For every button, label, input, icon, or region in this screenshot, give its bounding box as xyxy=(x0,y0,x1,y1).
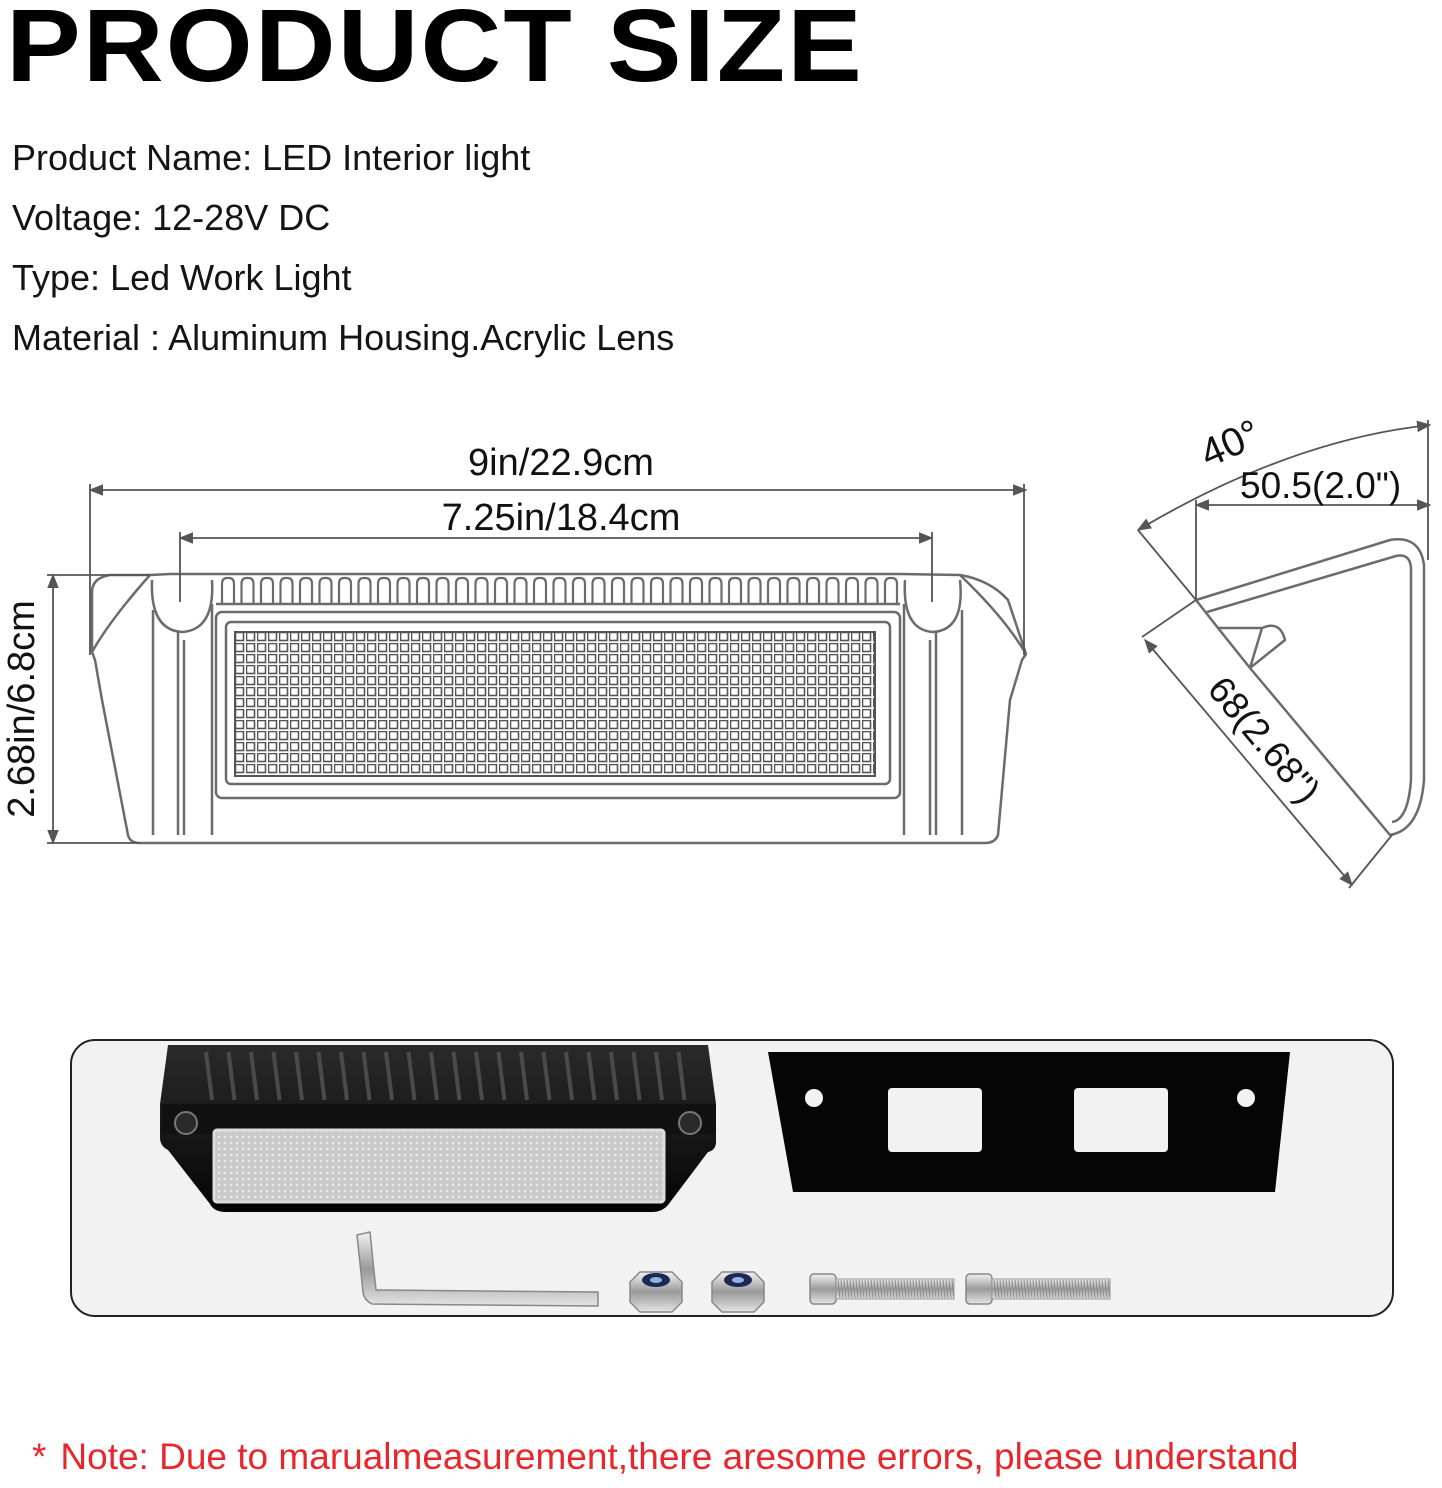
lock-nut xyxy=(712,1272,764,1312)
led-light-unit xyxy=(160,1045,716,1212)
spec-voltage: Voltage: 12-28V DC xyxy=(12,197,331,238)
spec-material: Material : Aluminum Housing.Acrylic Lens xyxy=(12,317,675,358)
led-array xyxy=(235,632,875,776)
top-length-label: 50.5(2.0") xyxy=(1240,465,1402,506)
note-text: Note: Due to marualmeasurement,there aresome errors, please understand xyxy=(60,1436,1299,1477)
overall-width-label: 9in/22.9cm xyxy=(468,442,654,484)
spec-type: Type: Led Work Light xyxy=(12,257,352,298)
bolt xyxy=(810,1274,954,1304)
lock-nut xyxy=(630,1272,682,1312)
slant-length-label: 68(2.68") xyxy=(1199,668,1329,811)
page-title: PRODUCT SIZE xyxy=(6,0,864,104)
angle-label: 40° xyxy=(1193,411,1267,477)
spec-product-name: Product Name: LED Interior light xyxy=(12,137,531,178)
measurement-note xyxy=(32,1436,1298,1478)
bolt xyxy=(966,1274,1110,1304)
note-asterisk-icon: * xyxy=(32,1436,47,1477)
height-label: 2.68in/6.8cm xyxy=(1,600,43,818)
hole-spacing-label: 7.25in/18.4cm xyxy=(441,497,681,539)
mounting-plate xyxy=(768,1052,1290,1192)
heat-sink-fins xyxy=(222,578,897,604)
